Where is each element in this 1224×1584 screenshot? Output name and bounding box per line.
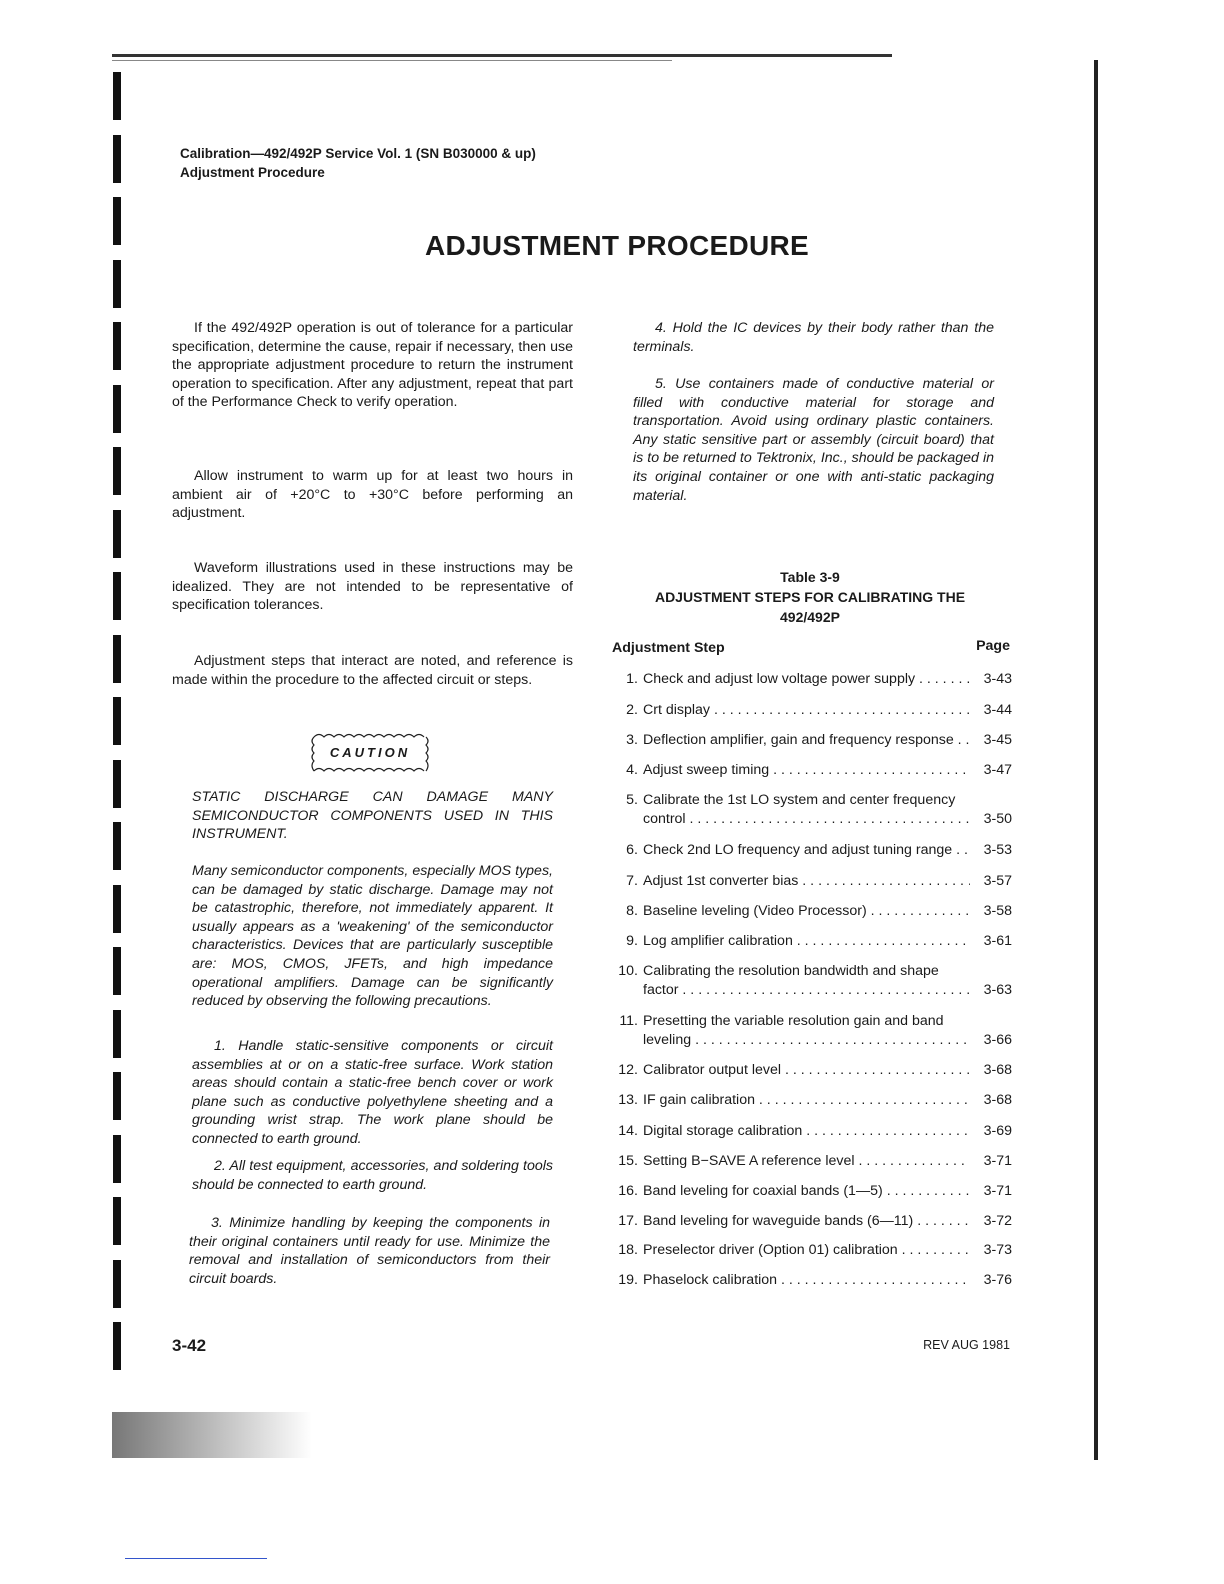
table-row (618, 1152, 1012, 1171)
step-page: 3-44 (983, 702, 1012, 718)
table-row (618, 902, 1012, 921)
step-text-cont: control . . . (643, 810, 970, 829)
step-text: Crt display . . . (643, 701, 970, 720)
step-number: 7. (626, 873, 638, 889)
step-text: Log amplifier calibration . . . (643, 932, 970, 951)
step-page: 3-58 (983, 903, 1012, 919)
step-number: 19. (618, 1272, 638, 1288)
step-number: 18. (618, 1242, 638, 1258)
step-page: 3-68 (983, 1092, 1012, 1108)
step-text: Digital storage calibration . . . (643, 1122, 970, 1141)
binder-mark (113, 697, 121, 745)
warmup-paragraph: Allow instrument to warm up for at least two hours in ambient air of +20°C to +30°C before performing an adjustment. (172, 468, 573, 522)
table-row (618, 841, 1012, 860)
step-text: Deflection amplifier, gain and frequency response . . . (643, 731, 970, 750)
precaution-2: 2. All test equipment, accessories, and soldering tools should be connected to earth ground. (192, 1158, 553, 1193)
binder-mark (113, 885, 121, 933)
table-row (618, 1091, 1012, 1110)
caution-heading: STATIC DISCHARGE CAN DAMAGE MANY SEMICONDUCTOR COMPONENTS USED IN THIS INSTRUMENT. (192, 789, 553, 843)
step-text-cont: leveling . . . (643, 1031, 970, 1050)
step-text: Calibrating the resolution bandwidth and shape (643, 963, 939, 979)
step-page: 3-50 (983, 811, 1012, 827)
table-number: Table 3-9 (780, 569, 840, 585)
intro-paragraph: If the 492/492P operation is out of tolerance for a particular specification, determine the cause, repair if necessary, then use the appropriate adjustment procedure to return the instrument operation to specification. After any adjustment, repeat that part of the Performance Check to verify operation. (172, 320, 573, 411)
caution-body: Many semiconductor components, especially MOS types, can be damaged by static discharge. Damage may not be catastrophic, therefore, not immediately apparent. It usually appears as a 'weakening' of the semiconductor characteristics. Devices that are particularly susceptible are: MOS, CMOS, JFETs, and high impedance operational amplifiers. Damage can be significantly reduced by observing the following precautions. (192, 863, 553, 1010)
table-title-line-2: 492/492P (780, 609, 840, 625)
scan-top-rule (112, 54, 892, 57)
table-row (618, 1012, 1012, 1050)
step-number: 2. (626, 702, 638, 718)
step-number: 11. (619, 1013, 638, 1029)
step-number: 17. (618, 1213, 638, 1229)
step-text: IF gain calibration . . . (643, 1091, 970, 1110)
step-page: 3-43 (983, 671, 1012, 687)
step-page: 3-71 (983, 1183, 1012, 1199)
table-row (618, 872, 1012, 891)
step-text: Adjust 1st converter bias . . . (643, 872, 970, 891)
table-title-line-1: ADJUSTMENT STEPS FOR CALIBRATING THE (654, 589, 966, 605)
binder-mark (113, 447, 121, 495)
step-text: Phaselock calibration . . . (643, 1271, 970, 1290)
step-number: 1. (626, 671, 638, 687)
step-text: Calibrate the 1st LO system and center frequency (643, 792, 956, 808)
caution-label: CAUTION (329, 745, 411, 760)
running-header (180, 144, 536, 182)
interact-paragraph: Adjustment steps that interact are noted, and reference is made within the procedure to the affected circuit or steps. (172, 653, 573, 688)
step-number: 13. (618, 1092, 638, 1108)
table-row (618, 761, 1012, 780)
scan-top-rule-thin (112, 60, 672, 61)
binder-mark (113, 1197, 121, 1245)
precaution-4: 4. Hold the IC devices by their body rather than the terminals. (633, 320, 994, 355)
step-number: 3. (626, 732, 638, 748)
table-caption (610, 567, 1010, 627)
binder-mark (113, 322, 121, 370)
scan-artifact (112, 1412, 312, 1458)
step-page: 3-53 (983, 842, 1012, 858)
table-header (612, 640, 1010, 656)
step-page: 3-73 (983, 1242, 1012, 1258)
table-row (618, 701, 1012, 720)
header-line-1: Calibration—492/492P Service Vol. 1 (SN B030000 & up) (180, 146, 536, 161)
scan-right-edge (1094, 60, 1098, 1460)
step-number: 6. (626, 842, 638, 858)
binder-mark (113, 72, 121, 120)
binder-mark (113, 260, 121, 308)
step-text: Band leveling for waveguide bands (6—11) . . . (643, 1212, 970, 1231)
table-row (618, 1212, 1012, 1231)
binder-mark (113, 385, 121, 433)
precaution-1: 1. Handle static-sensitive components or circuit assemblies at or on a static-free surface. Work station areas should contain a static-free bench cover or work plane such as conductive polyethylene sheeting and a grounding wrist strap. The work plane should be connected to earth ground. (192, 1038, 553, 1147)
binder-mark (113, 510, 121, 558)
page-number: 3-42 (172, 1336, 207, 1355)
step-page: 3-68 (983, 1062, 1012, 1078)
step-page: 3-45 (983, 732, 1012, 748)
step-number: 10. (618, 963, 638, 979)
page-title: ADJUSTMENT PROCEDURE (424, 230, 810, 261)
table-row (618, 670, 1012, 689)
step-page: 3-57 (983, 873, 1012, 889)
step-text: Presetting the variable resolution gain and band (643, 1013, 944, 1029)
step-number: 15. (618, 1153, 638, 1169)
step-text: Check and adjust low voltage power supply . . . (643, 670, 970, 689)
step-number: 12. (618, 1062, 638, 1078)
step-text: Preselector driver (Option 01) calibration . . . (643, 1241, 970, 1260)
scan-line (125, 1558, 267, 1559)
revision-date: REV AUG 1981 (923, 1338, 1010, 1352)
table-row (618, 1241, 1012, 1260)
step-text: Adjust sweep timing . . . (643, 761, 970, 780)
step-number: 5. (626, 792, 638, 808)
column-header-page: Page (976, 638, 1010, 654)
step-text: Band leveling for coaxial bands (1—5) . . . (643, 1182, 970, 1201)
step-page: 3-76 (983, 1272, 1012, 1288)
step-text-cont: factor . . . (643, 981, 970, 1000)
step-text: Baseline leveling (Video Processor) . . . (643, 902, 970, 921)
binder-mark (113, 1322, 121, 1370)
binder-mark (113, 760, 121, 808)
table-row (618, 1182, 1012, 1201)
binder-mark (113, 135, 121, 183)
table-row (618, 731, 1012, 750)
step-number: 8. (626, 903, 638, 919)
precaution-5: 5. Use containers made of conductive material or filled with conductive material for storage and transportation. Avoid using ordinary plastic containers. Any static sensitive part or assembly (circuit board) that is to be returned to Tektronix, Inc., should be packaged in its original container or one with anti-static packaging material. (633, 376, 994, 504)
binder-mark (113, 1010, 121, 1058)
table-row (618, 791, 1012, 829)
binder-mark (113, 1260, 121, 1308)
step-number: 4. (626, 762, 638, 778)
step-page: 3-63 (983, 982, 1012, 998)
step-text: Check 2nd LO frequency and adjust tuning range . . . (643, 841, 970, 860)
step-page: 3-61 (983, 933, 1012, 949)
binder-mark (113, 947, 121, 995)
step-page: 3-71 (983, 1153, 1012, 1169)
binder-mark (113, 1072, 121, 1120)
binder-mark (113, 572, 121, 620)
step-number: 14. (618, 1123, 638, 1139)
step-text: Calibrator output level . . . (643, 1061, 970, 1080)
step-text: Setting B−SAVE A reference level . . . (643, 1152, 970, 1171)
binder-mark (113, 635, 121, 683)
caution-box (310, 731, 430, 775)
waveform-paragraph: Waveform illustrations used in these instructions may be idealized. They are not intended to be representative of specification tolerances. (172, 560, 573, 614)
table-row (618, 932, 1012, 951)
step-number: 16. (618, 1183, 638, 1199)
table-row (618, 1061, 1012, 1080)
binder-mark (113, 822, 121, 870)
table-row (618, 1271, 1012, 1290)
header-line-2: Adjustment Procedure (180, 165, 325, 180)
column-header-step: Adjustment Step (612, 640, 725, 656)
step-page: 3-69 (983, 1123, 1012, 1139)
step-number: 9. (626, 933, 638, 949)
table-row (618, 1122, 1012, 1141)
binder-mark (113, 1135, 121, 1183)
step-page: 3-72 (983, 1213, 1012, 1229)
table-row (618, 962, 1012, 1000)
precaution-3: 3. Minimize handling by keeping the components in their original containers until ready for use. Minimize the removal and installation of semiconductors from their circuit boards. (189, 1215, 550, 1287)
step-page: 3-66 (983, 1032, 1012, 1048)
step-page: 3-47 (983, 762, 1012, 778)
